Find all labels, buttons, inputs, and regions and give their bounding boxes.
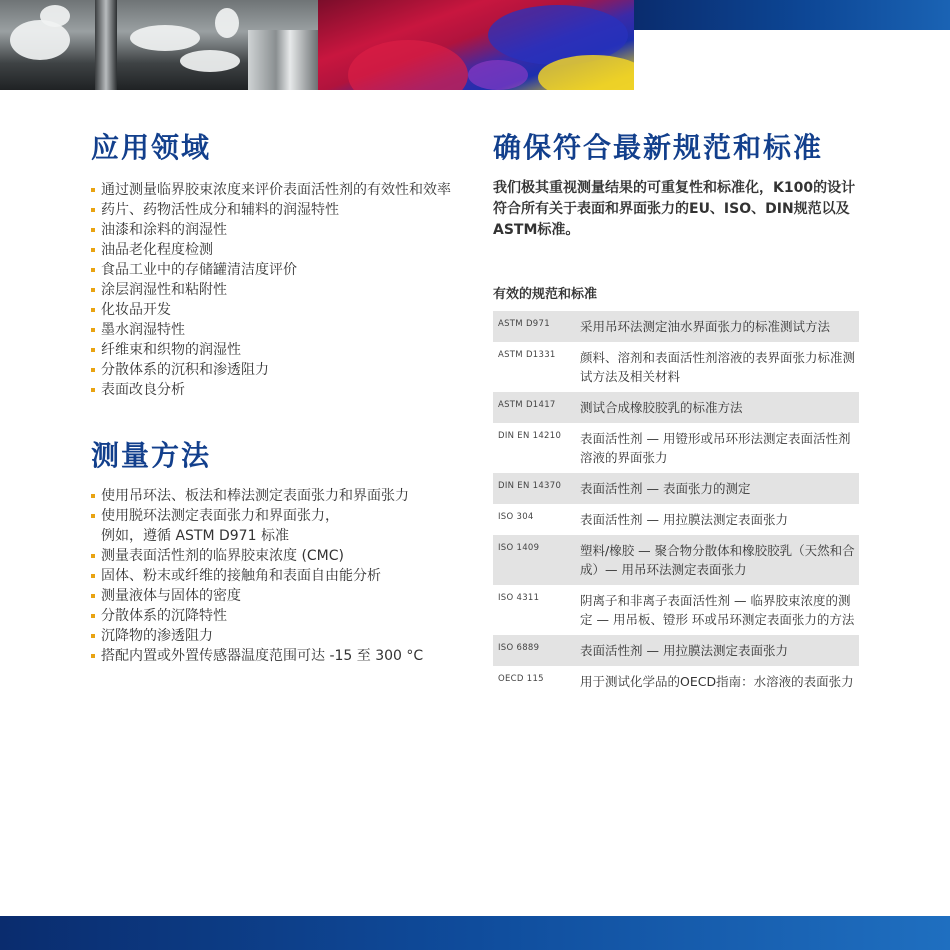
list-item: 测量液体与固体的密度: [91, 586, 423, 606]
table-row: [493, 392, 859, 423]
standard-description: 表面活性剂 — 用拉膜法测定表面张力: [580, 635, 859, 666]
standard-code: ISO 304: [498, 512, 534, 522]
list-item: 纤维束和织物的润湿性: [91, 340, 451, 360]
table-row: [493, 504, 859, 535]
header-blue-band: [634, 0, 950, 30]
list-item: 搭配内置或外置传感器温度范围可达 -15 至 300 °C: [91, 646, 423, 666]
list-item: 表面改良分析: [91, 380, 451, 400]
methods-title: 测量方法: [91, 439, 212, 472]
list-item: 使用脱环法测定表面张力和界面张力，: [91, 506, 423, 526]
list-item: 分散体系的沉积和渗透阻力: [91, 360, 451, 380]
standard-description: 塑料/橡胶 — 聚合物分散体和橡胶胶乳（天然和合成）— 用吊环法测定表面张力: [580, 535, 859, 585]
list-item: 例如，遵循 ASTM D971 标准: [101, 528, 289, 544]
standards-heading: 有效的规范和标准: [493, 287, 598, 302]
standard-code: ASTM D971: [493, 311, 580, 342]
standard-description: 测试合成橡胶胶乳的标准方法: [580, 392, 859, 423]
standard-code: DIN EN 14370: [493, 473, 580, 504]
list-item: 油品老化程度检测: [91, 240, 451, 260]
list-item: 使用吊环法、板法和棒法测定表面张力和界面张力: [91, 486, 423, 506]
applications-list: [91, 180, 451, 400]
table-row: [493, 423, 859, 473]
list-item: 墨水润湿特性: [91, 320, 451, 340]
list-item: 通过测量临界胶束浓度来评价表面活性剂的有效性和效率: [91, 180, 451, 200]
list-item: 药片、药物活性成分和辅料的润湿特性: [91, 200, 451, 220]
list-item: 食品工业中的存储罐清洁度评价: [91, 260, 451, 280]
standard-description: 表面活性剂 — 表面张力的测定: [580, 473, 859, 504]
standard-code: ASTM D1417: [493, 392, 580, 423]
standard-code: ISO 6889: [493, 635, 580, 666]
table-row: [493, 473, 859, 504]
list-item: 油漆和涂料的润湿性: [91, 220, 451, 240]
pigment-powder-photo: [318, 0, 634, 90]
list-item: 分散体系的沉降特性: [91, 606, 423, 626]
table-row: [493, 311, 859, 342]
standard-description: 用于测试化学品的OECD指南：水溶液的表面张力: [580, 674, 854, 689]
methods-list: [91, 486, 423, 666]
table-row: [493, 666, 859, 697]
standard-description: 表面活性剂 — 用镫形或吊环形法测定表面活性剂溶液的界面张力: [580, 431, 851, 465]
table-row: [493, 342, 859, 392]
compliance-intro: 我们极其重视测量结果的可重复性和标准化，K100的设计符合所有关于表面和界面张力的EU、ISO、DIN规范以及ASTM标准。: [493, 180, 856, 238]
standards-table: [493, 311, 859, 697]
compliance-title: 确保符合最新规范和标准: [493, 131, 824, 164]
standard-description: 阴离子和非离子表面活性剂 — 临界胶束浓度的测定 — 用吊板、镫形 环或吊环测定表面张力的方法: [580, 593, 855, 627]
table-row: [493, 585, 859, 635]
standard-code: OECD 115: [498, 674, 544, 684]
standard-description: 颜料、溶剂和表面活性剂溶液的表界面张力标准测试方法及相关材料: [580, 350, 856, 384]
machine-splash-photo: [0, 0, 318, 90]
table-row: [493, 535, 859, 585]
standard-code: ASTM D1331: [498, 350, 556, 360]
top-banner: [0, 0, 950, 90]
applications-title: 应用领域: [91, 131, 212, 164]
list-item: 化妆品开发: [91, 300, 451, 320]
standard-code: ISO 4311: [498, 593, 540, 603]
standard-description: 采用吊环法测定油水界面张力的标准测试方法: [580, 311, 859, 342]
list-item: 测量表面活性剂的临界胶束浓度 (CMC): [91, 546, 423, 566]
list-item: 涂层润湿性和粘附性: [91, 280, 451, 300]
standard-description: 表面活性剂 — 用拉膜法测定表面张力: [580, 512, 788, 527]
standard-code: DIN EN 14210: [498, 431, 562, 441]
standard-code: ISO 1409: [493, 535, 580, 585]
list-item: 固体、粉末或纤维的接触角和表面自由能分析: [91, 566, 423, 586]
footer-blue-band: [0, 916, 950, 950]
list-item: 沉降物的渗透阻力: [91, 626, 423, 646]
table-row: [493, 635, 859, 666]
